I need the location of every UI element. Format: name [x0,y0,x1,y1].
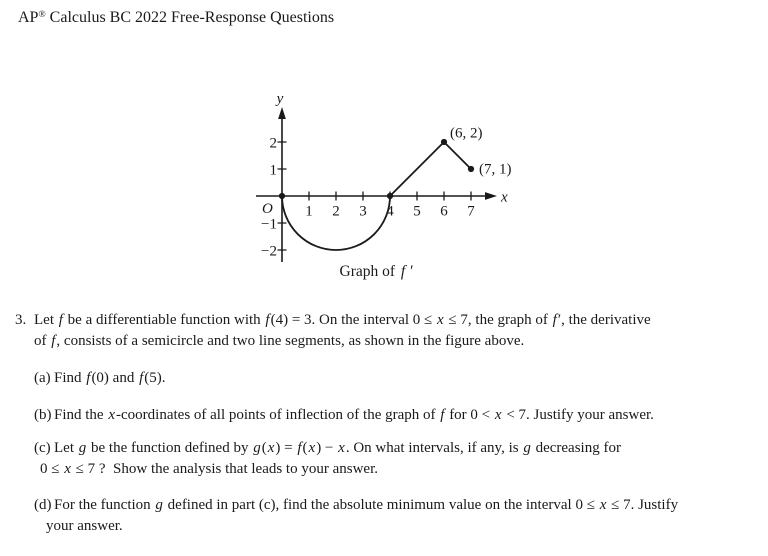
x-tick-label-6: 6 [440,203,448,220]
y-tick-label-2: 2 [269,135,277,152]
part-d-text-line-1: For the function g defined in part (c), find the absolute minimum value on the interval 0 ≤ x ≤ 7. Justify [54,497,679,513]
x-tick-label-1: 1 [305,203,313,220]
part-a-label: (a) [34,370,51,386]
part-b-text: Find the x-coordinates of all points of inflection of the graph of f for 0 < x < 7. Justify your answer. [54,407,654,423]
y-tick-label-neg2: −2 [261,243,277,260]
point-dot-6-2 [441,139,447,145]
y-axis-label: y [276,91,284,107]
point-label-6-2: (6, 2) [450,125,483,142]
point-dot-7-1 [468,166,474,172]
page-title: AP® Calculus BC 2022 Free-Response Questions [18,9,335,26]
part-d-text-line-2: your answer. [46,518,123,534]
x-tick-label-7: 7 [467,203,475,220]
x-tick-label-4: 4 [386,203,394,220]
x-tick-label-2: 2 [332,203,340,220]
x-tick-label-3: 3 [359,203,367,220]
point-dot-origin [279,193,285,199]
graph-caption-math: f ′ [400,263,413,280]
part-c-text-line-1: Let g be the function defined by g(x) = f(x) − x. On what intervals, if any, is g decreasing for [54,440,621,456]
part-a-text: Find f(0) and f(5). [54,370,166,386]
y-tick-label-1: 1 [269,162,277,179]
graph-caption [340,263,414,280]
origin-label: O [262,201,273,217]
x-tick-label-5: 5 [413,203,421,220]
line-segments [390,142,471,196]
x-axis-label: x [501,189,508,206]
derivative-graph-figure [250,85,522,290]
question-intro-line-1: Let f be a differentiable function with f(4) = 3. On the interval 0 ≤ x ≤ 7, the graph of f′, the derivative [34,312,651,328]
part-b-label: (b) [34,407,52,423]
x-axis-arrow-icon [485,192,497,200]
part-d-label: (d) [34,497,52,513]
y-tick-label-neg1: −1 [261,216,277,233]
part-c-text-line-2: 0 ≤ x ≤ 7 ? Show the analysis that leads to your answer. [40,461,378,477]
part-c-label: (c) [34,440,51,456]
graph-caption-prefix: Graph of [339,263,399,280]
question-intro-line-2: of f, consists of a semicircle and two line segments, as shown in the figure above. [34,333,525,349]
point-dot-4-0 [387,193,393,199]
question-number: 3. [15,312,27,328]
graph-canvas [250,85,522,290]
y-axis-arrow-icon [278,107,286,119]
point-label-7-1: (7, 1) [479,161,512,178]
